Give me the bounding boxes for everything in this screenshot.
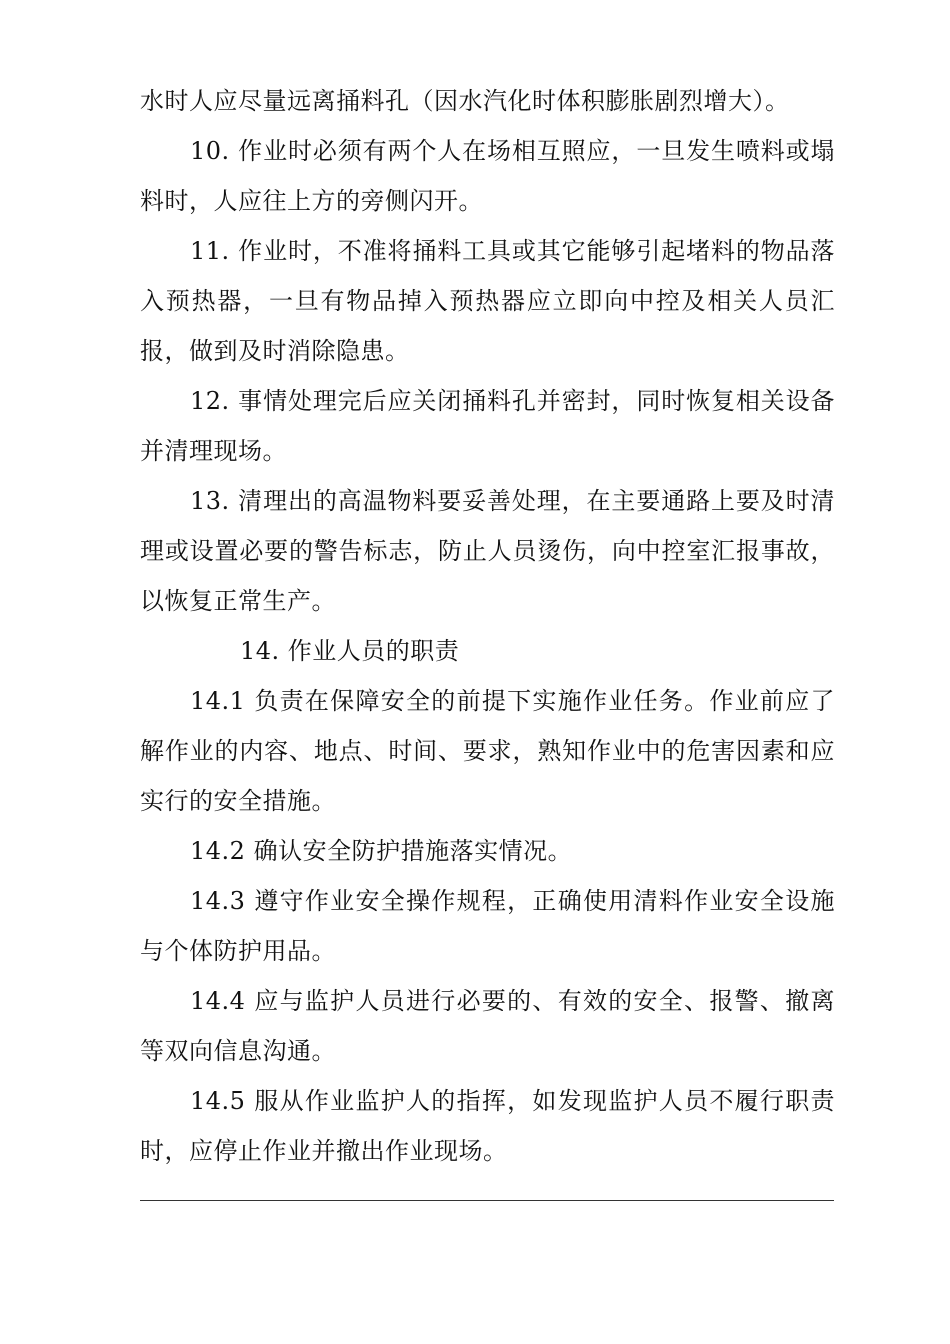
paragraph-item-14-1: 14.1 负责在保障安全的前提下实施作业任务。作业前应了解作业的内容、地点、时间、要求，熟知作业中的危害因素和应实行的安全措施。 <box>140 687 835 815</box>
paragraph-item-14-3: 14.3 遵守作业安全操作规程，正确使用清料作业安全设施与个体防护用品。 <box>140 887 835 965</box>
paragraph-item-13: 13. 清理出的高温物料要妥善处理，在主要通路上要及时清理或设置必要的警告标志，防止人员烫伤，向中控室汇报事故，以恢复正常生产。 <box>140 487 835 615</box>
paragraph-continuation: 水时人应尽量远离捅料孔（因水汽化时体积膨胀剧烈增大）。 <box>140 87 790 115</box>
document-body <box>140 76 835 1176</box>
section-heading-14: 14. 作业人员的职责 <box>240 637 460 665</box>
paragraph-item-14-2: 14.2 确认安全防护措施落实情况。 <box>190 837 573 865</box>
footer-divider <box>140 1200 834 1201</box>
paragraph-item-11: 11. 作业时，不准将捅料工具或其它能够引起堵料的物品落入预热器，一旦有物品掉入预热器应立即向中控及相关人员汇报，做到及时消除隐患。 <box>140 237 835 365</box>
paragraph-item-10: 10. 作业时必须有两个人在场相互照应，一旦发生喷料或塌料时，人应往上方的旁侧闪开。 <box>140 137 835 215</box>
paragraph-item-14-5: 14.5 服从作业监护人的指挥，如发现监护人员不履行职责时，应停止作业并撤出作业现场。 <box>140 1087 835 1165</box>
paragraph-item-12: 12. 事情处理完后应关闭捅料孔并密封，同时恢复相关设备并清理现场。 <box>140 387 835 465</box>
paragraph-item-14-4: 14.4 应与监护人员进行必要的、有效的安全、报警、撤离等双向信息沟通。 <box>140 987 835 1065</box>
